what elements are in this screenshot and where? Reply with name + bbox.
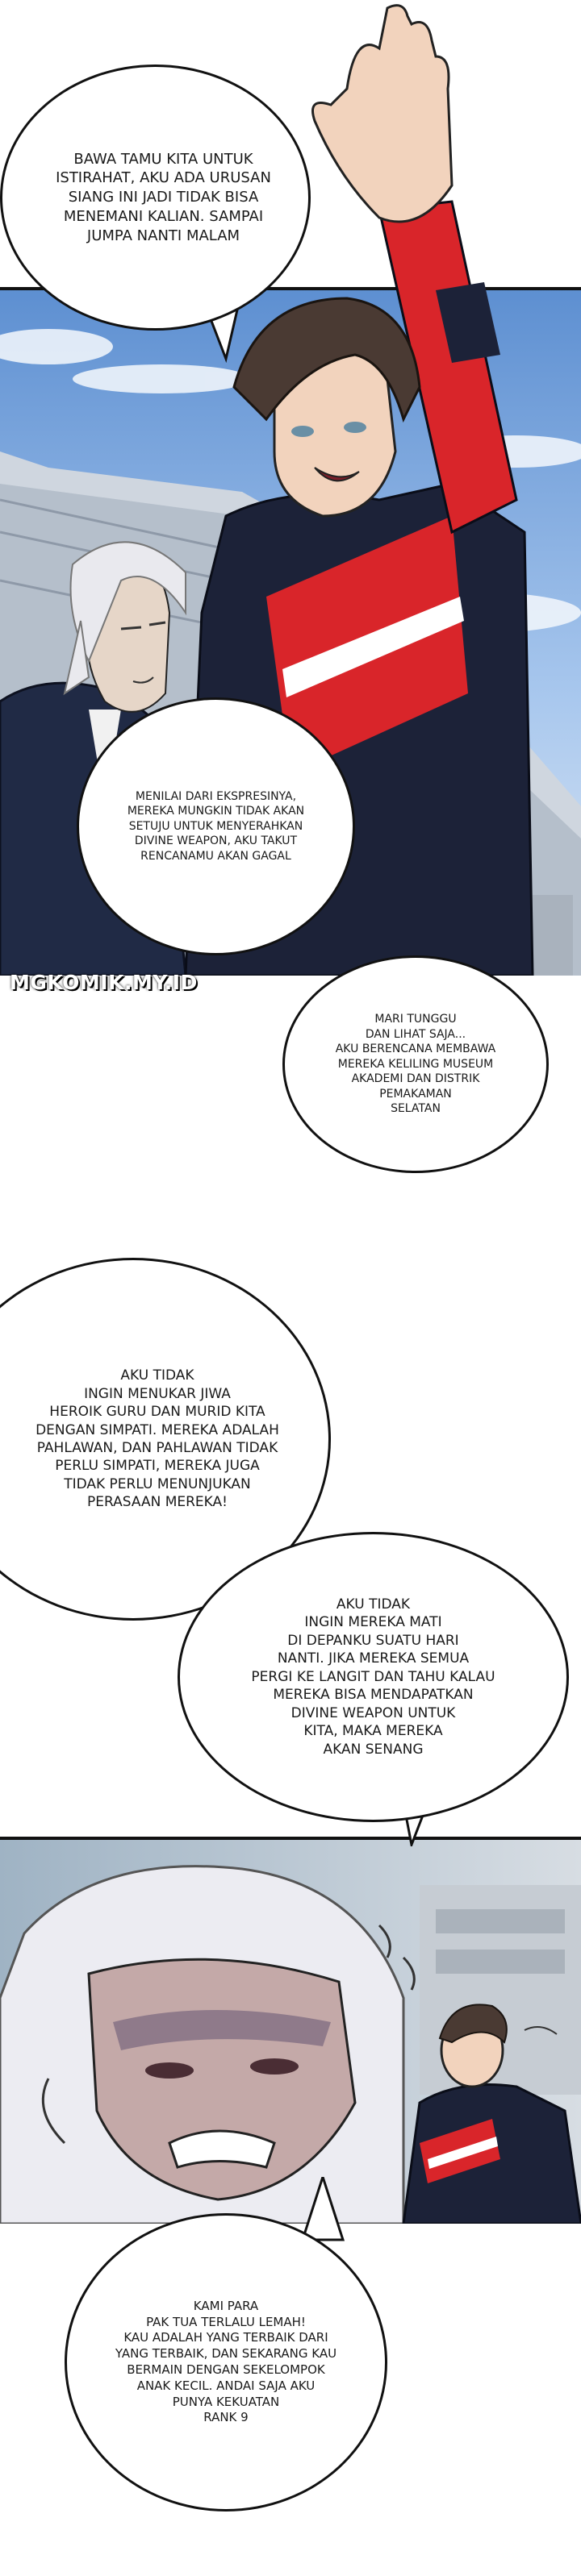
dialogue-bubble-2: MENILAI DARI EKSPRESINYA, MEREKA MUNGKIN TIDAK AKAN SETUJU UNTUK MENYERAHKAN DIVINE WEAPON, AKU TAKUT RENCANAMU AKAN GAGAL [77, 697, 355, 955]
bubble-tail [299, 2177, 347, 2241]
dialogue-bubble-6: KAMI PARA PAK TUA TERLALU LEMAH! KAU ADALAH YANG TERBAIK DARI YANG TERBAIK, DAN SEKARANG KAU BERMAIN DENGAN SEKELOMPOK ANAK KECIL. ANDAI SAJA AKU PUNYA KEKUATAN RANK 9 [65, 2213, 387, 2511]
dialogue-bubble-4: AKU TIDAK INGIN MENUKAR JIWA HEROIK GURU DAN MURID KITA DENGAN SIMPATI. MEREKA ADALAH PAHLAWAN, DAN PAHLAWAN TIDAK PERLU SIMPATI, MEREKA JUGA TIDAK PERLU MENUNJUKAN PERASAAN MEREKA! [0, 1258, 331, 1621]
grimace-artwork [0, 1837, 581, 2224]
dialogue-bubble-1: BAWA TAMU KITA UNTUK ISTIRAHAT, AKU ADA URUSAN SIANG INI JADI TIDAK BISA MENEMANI KALIAN. SAMPAI JUMPA NANTI MALAM [0, 65, 311, 331]
dialogue-bubble-5: AKU TIDAK INGIN MEREKA MATI DI DEPANKU SUATU HARI NANTI. JIKA MEREKA SEMUA PERGI KE LANGIT DAN TAHU KALAU MEREKA BISA MENDAPATKAN DIVINE WEAPON UNTUK KITA, MAKA MEREKA AKAN SENANG [178, 1532, 569, 1822]
watermark-text: MGKOMIK.MY.ID [10, 971, 198, 994]
panel-grimace [0, 1837, 581, 2224]
old-man-closeup [0, 1866, 414, 2224]
dialogue-bubble-3: MARI TUNGGU DAN LIHAT SAJA... AKU BERENCANA MEMBAWA MEREKA KELILING MUSEUM AKADEMI DAN DISTRIK PEMAKAMAN SELATAN [282, 955, 549, 1173]
